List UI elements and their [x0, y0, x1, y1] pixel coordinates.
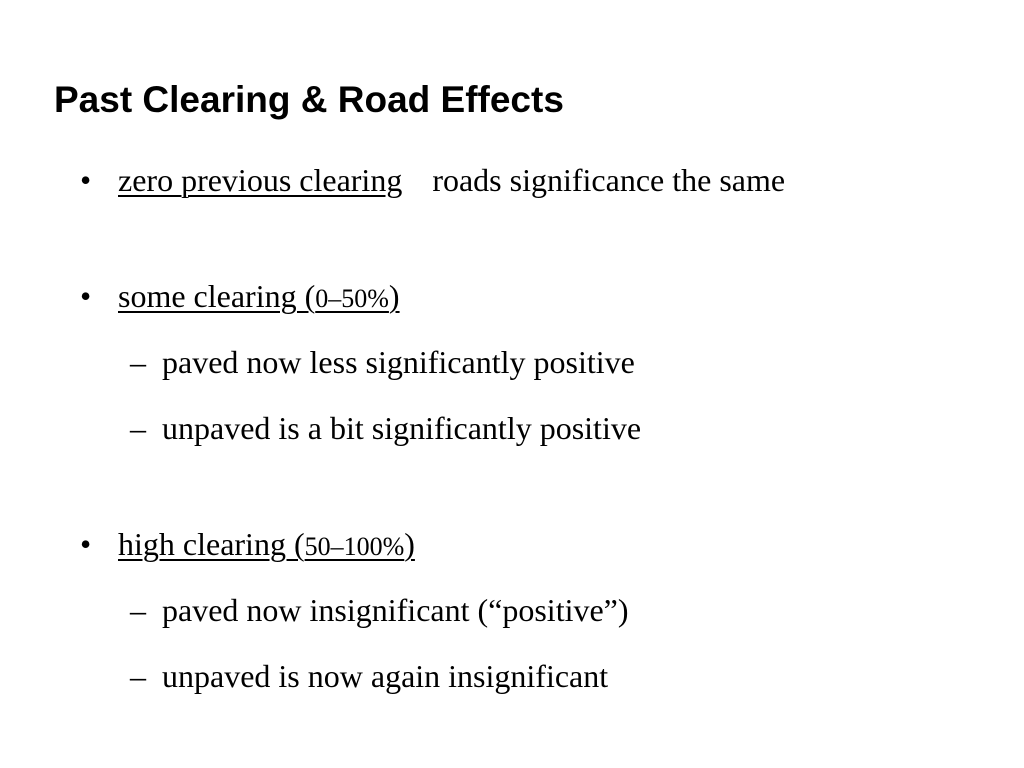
sub-marker: –: [130, 410, 146, 446]
bullet-marker: •: [80, 162, 92, 198]
bullet-label-text: some clearing (: [118, 278, 316, 314]
slide-title: Past Clearing & Road Effects: [54, 79, 564, 120]
bullet-high-clearing: [80, 524, 415, 567]
sub-bullet-unpaved: [130, 656, 608, 696]
bullet-range: 50–100%: [304, 532, 405, 561]
bullet-marker: •: [80, 278, 92, 314]
bullet-range-close: ): [404, 526, 415, 562]
sub-bullet-text: unpaved is now again insignificant: [162, 658, 609, 694]
sub-marker: –: [130, 658, 146, 694]
sub-bullet-text: paved now insignificant (“positive”): [162, 592, 629, 628]
sub-bullet-text: unpaved is a bit significantly positive: [162, 410, 642, 446]
bullet-range: 0–50%: [315, 284, 389, 313]
bullet-label-text: high clearing (: [118, 526, 305, 562]
bullet-text: roads significance the same: [432, 162, 786, 198]
bullet-label: zero previous clearing: [118, 162, 403, 198]
sub-bullet-paved: [130, 342, 635, 382]
bullet-some-clearing: [80, 276, 400, 319]
sub-bullet-text: paved now less significantly positive: [162, 344, 635, 380]
sub-marker: –: [130, 344, 146, 380]
sub-bullet-unpaved: [130, 408, 641, 448]
sub-bullet-paved: [130, 590, 629, 630]
bullet-zero-clearing: [80, 160, 785, 200]
bullet-marker: •: [80, 526, 92, 562]
bullet-label: [118, 526, 415, 562]
bullet-label: [118, 278, 400, 314]
bullet-range-close: ): [388, 278, 400, 314]
sub-marker: –: [130, 592, 146, 628]
